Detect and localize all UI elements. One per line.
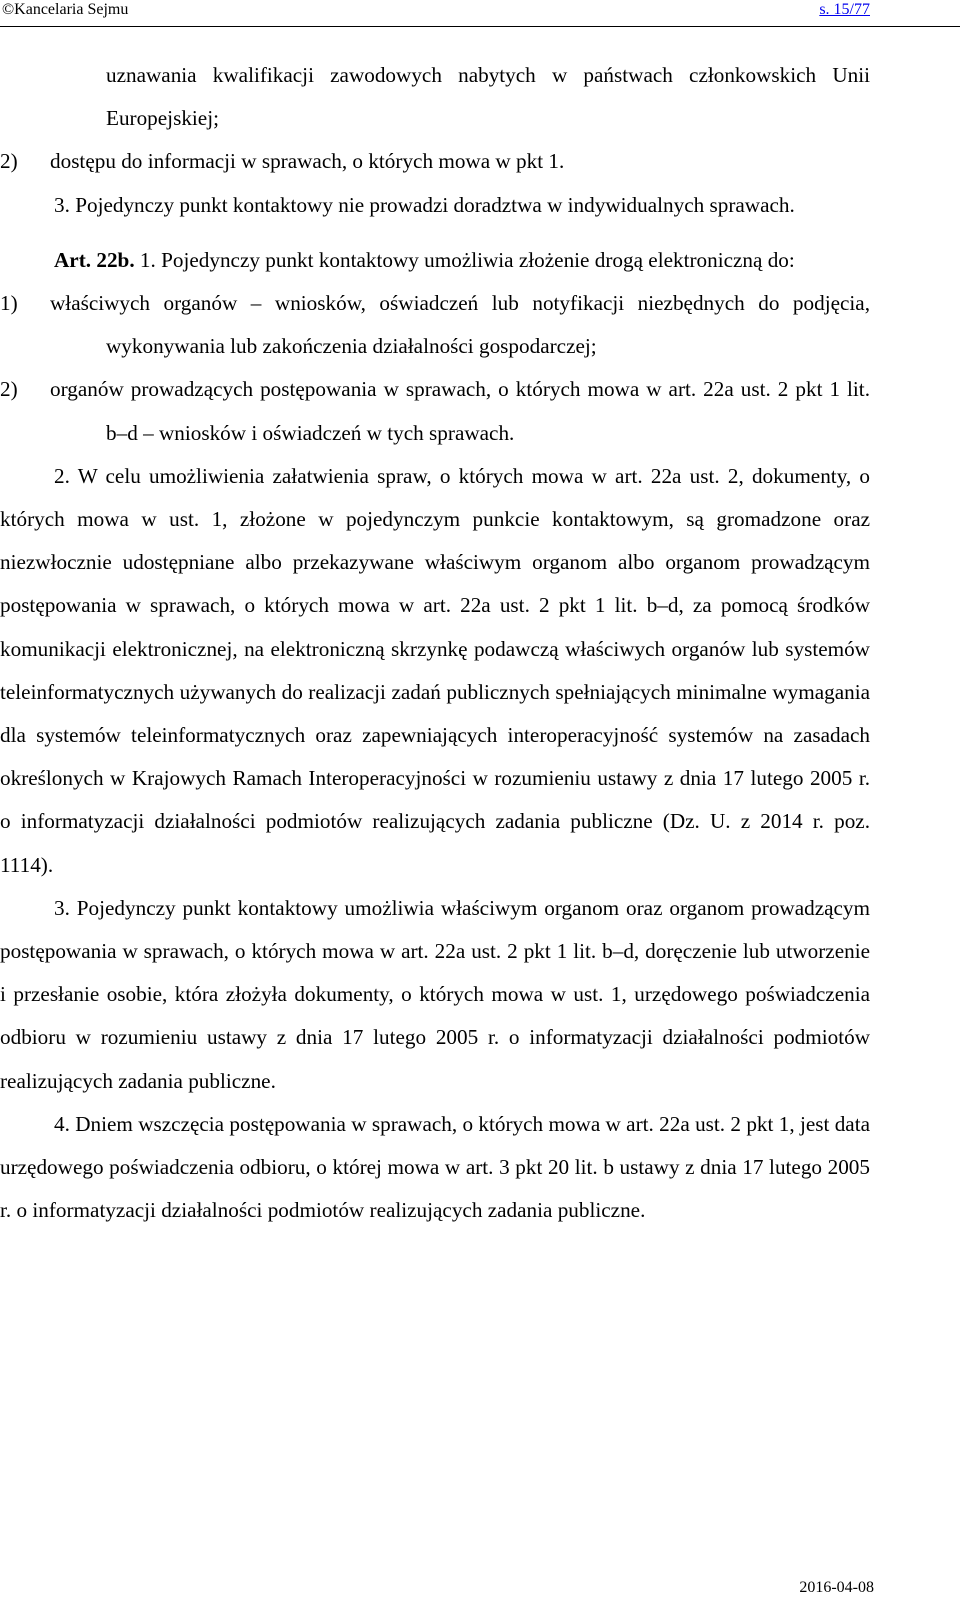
paragraph-ust-3-prev: 3. Pojedynczy punkt kontaktowy nie prowadzi doradztwa w indywidualnych sprawach.	[54, 192, 795, 217]
paragraph-ust-3: 3. Pojedynczy punkt kontaktowy umożliwia właściwym organom oraz organom prowadzącym postępowania w sprawach, o których mowa w art. 22a ust. 2 pkt 1 lit. b–d, doręczenie lub utworzenie i przesłanie osobie, która złożyła dokumenty, o których mowa w ust. 1, urzędowego poświadczenia odbioru w rozumieniu ustawy z dnia 17 lutego 2005 r. o informatyzacji działalności podmiotów realizujących zadania publiczne.	[0, 895, 870, 1093]
list-item	[0, 282, 870, 368]
item-number: 1)	[0, 291, 18, 316]
page-number-link[interactable]: s. 15/77	[819, 1, 870, 18]
continued-item-text: uznawania kwalifikacji zawodowych nabytych w państwach członkowskich Unii Europejskiej;	[106, 63, 870, 131]
item-number: 2)	[0, 377, 18, 402]
list-item	[0, 140, 870, 183]
paragraph-ust-2: 2. W celu umożliwienia załatwienia spraw, o których mowa w art. 22a ust. 2, dokumenty, o których mowa w ust. 1, złożone w pojedynczym punkcie kontaktowym, są gromadzone oraz niezwłocznie udostępniane albo przekazywane właściwym organom albo organom prowadzącym postępowania w sprawach, o których mowa w art. 22a ust. 2 pkt 1 lit. b–d, za pomocą środków komunikacji elektronicznej, na elektroniczną skrzynkę podawczą właściwych organów lub systemów teleinformatycznych używanych do realizacji zadań publicznych spełniających minimalne wymagania dla systemów teleinformatycznych oraz zapewniających interoperacyjność systemów na zasadach określonych w Krajowych Ramach Interoperacyjności w rozumieniu ustawy z dnia 17 lutego 2005 r. o informatyzacji działalności podmiotów realizujących zadania publiczne (Dz. U. z 2014 r. poz. 1114).	[0, 463, 870, 877]
item-number: 2)	[0, 149, 18, 174]
source-label: ©Kancelaria Sejmu	[2, 1, 129, 18]
item-text: właściwych organów – wniosków, oświadczeń lub notyfikacji niezbędnych do podjęcia, wykonywania lub zakończenia działalności gospodarczej;	[50, 291, 870, 359]
paragraph-ust-4: 4. Dniem wszczęcia postępowania w sprawach, o których mowa w art. 22a ust. 2 pkt 1, jest data urzędowego poświadczenia odbioru, o której mowa w art. 3 pkt 20 lit. b ustawy z dnia 17 lutego 2005 r. o informatyzacji działalności podmiotów realizujących zadania publiczne.	[0, 1111, 870, 1223]
article-22b	[0, 239, 870, 282]
article-ust-1: 1. Pojedynczy punkt kontaktowy umożliwia złożenie drogą elektroniczną do:	[139, 247, 795, 272]
footer-date: 2016-04-08	[799, 1579, 874, 1596]
document-body	[0, 54, 870, 1232]
item-text: dostępu do informacji w sprawach, o których mowa w pkt 1.	[50, 149, 565, 174]
item-text: organów prowadzących postępowania w sprawach, o których mowa w art. 22a ust. 2 pkt 1 lit. b–d – wniosków i oświadczeń w tych sprawach.	[50, 377, 870, 445]
page-header	[0, 0, 960, 27]
list-item	[0, 368, 870, 454]
article-label: Art. 22b.	[54, 247, 135, 272]
